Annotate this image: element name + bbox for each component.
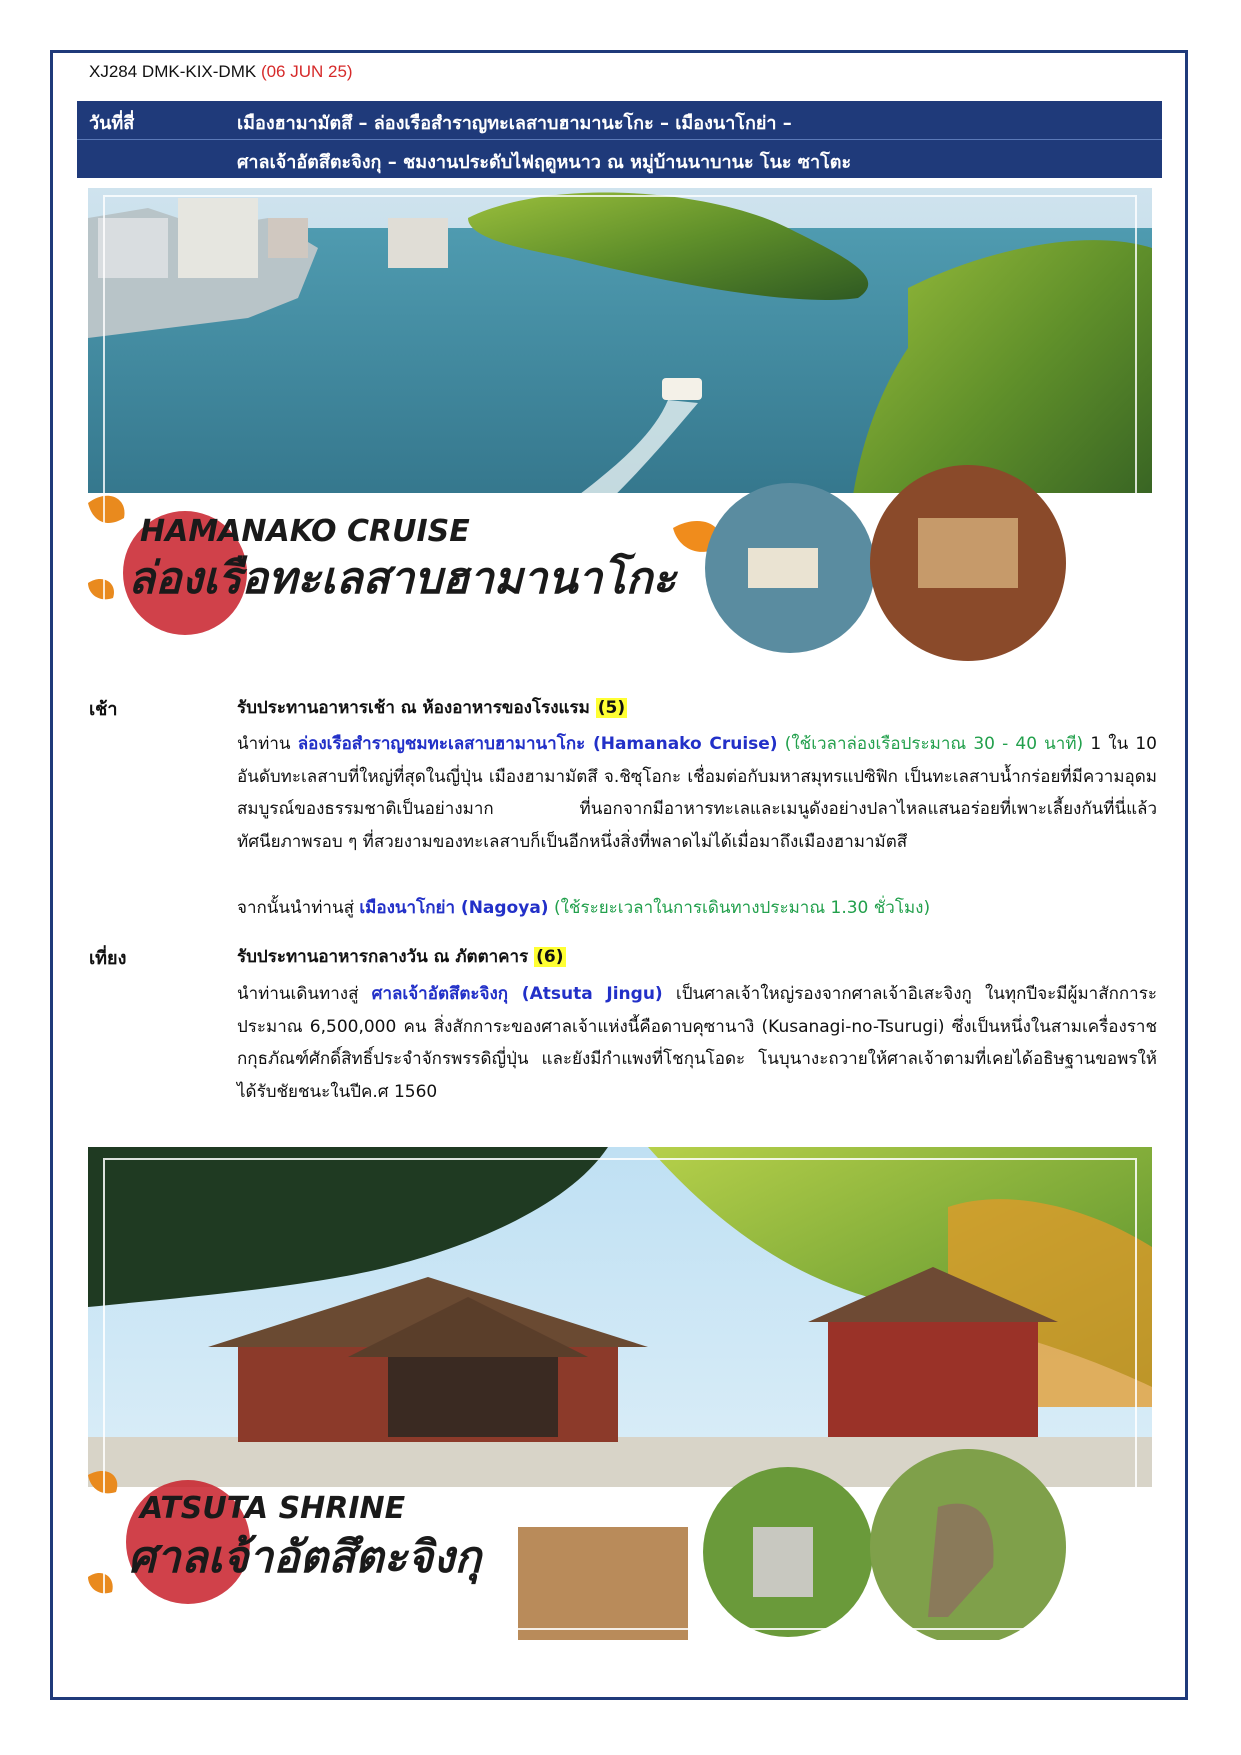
paragraph-hamanako	[237, 728, 1157, 858]
p2-lead: จากนั้นนำท่านสู่	[237, 898, 360, 918]
p1-body: 1 ใน 10 อันดับทะเลสาบที่ใหญ่ที่สุดในญี่ปุ่น เมืองฮามามัตสึ จ.ชิซุโอกะ เชื่อมต่อกับมหาสมุทรแปซิฟิก เป็นทะเลสาบน้ำกร่อยที่มีความอุดมสมบูรณ์ของธรรมชาติเป็นอย่างมาก ที่นอกจากมีอาหารทะเลและเมนูดังอย่างปลาไหลแสนอร่อยที่เพาะเลี้ยงกันที่นี่แล้ว ทัศนียภาพรอบ ๆ ที่สวยงามของทะเลสาบก็เป็นอีกหนึ่งสิ่งที่พลาดไม่ได้เมื่อมาถึงเมืองฮามามัตสึ	[237, 734, 1157, 852]
meal-noon-text: รับประทานอาหารกลางวัน ณ ภัตตาคาร	[237, 947, 529, 967]
day-title-band	[77, 101, 1162, 178]
paragraph-atsuta	[237, 978, 1157, 1108]
day-title-line2: ศาลเจ้าอัตสึตะจิงกุ – ชมงานประดับไฟฤดูหนาว ณ หมู่บ้านนาบานะ โนะ ซาโตะ	[237, 152, 852, 173]
meal-morning	[237, 694, 627, 721]
p1-highlight: ล่องเรือสำราญชมทะเลสาบฮามานาโกะ (Hamanako Cruise)	[297, 734, 778, 754]
p1-duration: (ใช้เวลาล่องเรือประมาณ 30 - 40 นาที)	[777, 734, 1084, 754]
meal-noon-number: (6)	[536, 947, 564, 967]
time-noon: เที่ยง	[89, 948, 127, 969]
flight-code: XJ284 DMK-KIX-DMK	[89, 62, 257, 81]
p3-highlight: ศาลเจ้าอัตสึตะจิงกุ (Atsuta Jingu)	[371, 984, 663, 1004]
day-label: วันที่สี่	[89, 113, 135, 134]
p3-body: เป็นศาลเจ้าใหญ่รองจากศาลเจ้าอิเสะจิงกู ในทุกปีจะมีผู้มาสักการะประมาณ 6,500,000 คน สิ่งสักการะของศาลเจ้าแห่งนี้คือดาบคุซานางิ (Kusanagi-no-Tsurugi) ซึ่งเป็นหนึ่งในสามเครื่องราชกกุธภัณฑ์ศักดิ์สิทธิ์ประจำจักรพรรดิญี่ปุ่น และยังมีกำแพงที่โชกุนโอดะ โนบุนางะถวายให้ศาลเจ้าตามที่เคยได้อธิษฐานขอพรให้ได้รับชัยชนะในปีค.ศ 1560	[237, 984, 1157, 1102]
banner1-th: ล่องเรือทะเลสาบฮามานาโกะ	[128, 553, 677, 604]
p2-duration: (ใช้ระยะเวลาในการเดินทางประมาณ 1.30 ชั่วโมง)	[548, 898, 931, 918]
flight-header	[89, 62, 353, 82]
day-title-line1: เมืองฮามามัตสึ – ล่องเรือสำราญทะเลสาบฮามานะโกะ – เมืองนาโกย่า –	[237, 113, 792, 134]
meal-morning-text: รับประทานอาหารเช้า ณ ห้องอาหารของโรงแรม	[237, 698, 590, 718]
banner2-en: ATSUTA SHRINE	[140, 1491, 406, 1526]
atsuta-shrine-image	[88, 1147, 1152, 1640]
meal-noon	[237, 943, 566, 970]
banner2-th: ศาลเจ้าอัตสึตะจิงกุ	[128, 1532, 482, 1583]
paragraph-nagoya	[237, 892, 1157, 925]
p2-highlight: เมืองนาโกย่า (Nagoya)	[359, 898, 549, 918]
p1-lead: นำท่าน	[237, 734, 298, 754]
hamanako-cruise-image	[88, 188, 1152, 680]
time-morning: เช้า	[89, 699, 118, 720]
flight-date: (06 JUN 25)	[260, 62, 353, 81]
banner1-en: HAMANAKO CRUISE	[140, 514, 470, 549]
p3-lead: นำท่านเดินทางสู่	[237, 984, 372, 1004]
band-divider	[77, 139, 1162, 140]
meal-morning-number: (5)	[597, 698, 626, 718]
